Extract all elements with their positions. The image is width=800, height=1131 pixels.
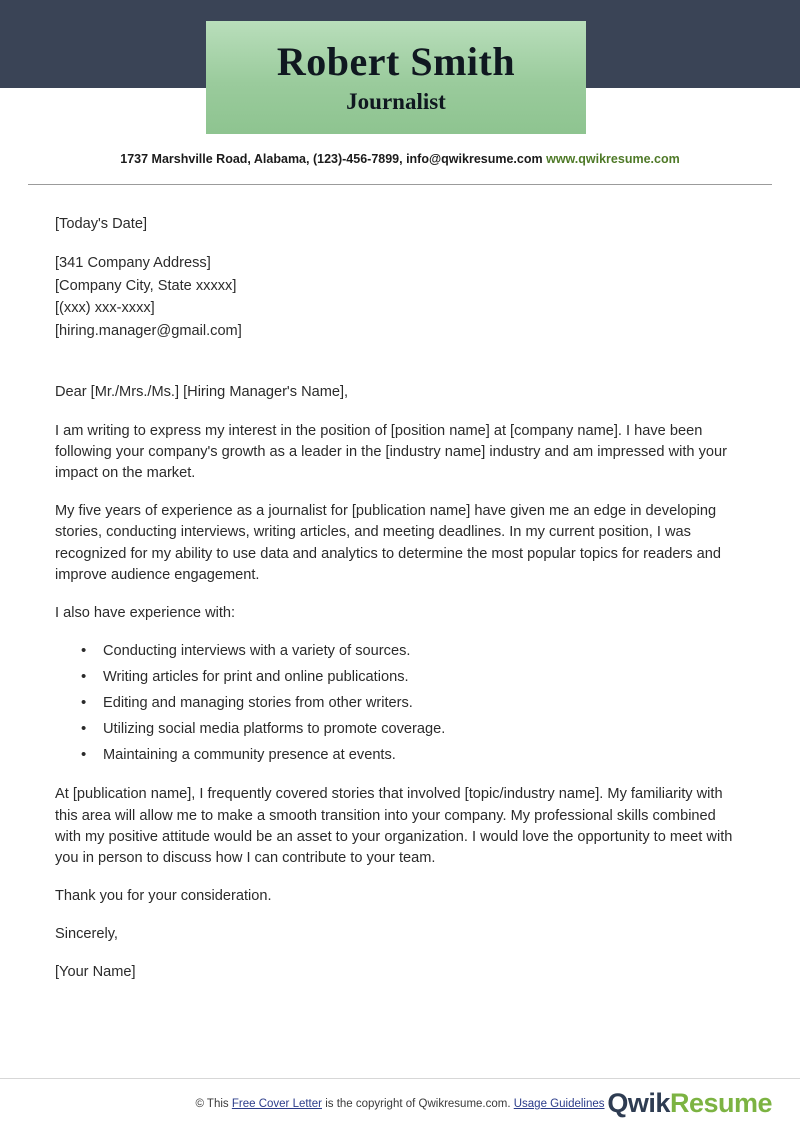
free-cover-letter-link[interactable]: Free Cover Letter	[231, 1098, 322, 1110]
footer-divider	[0, 1078, 800, 1079]
name-title-box	[206, 21, 586, 134]
recipient-address-line: [(xxx) xxx-xxxx]	[55, 300, 155, 317]
header-divider	[28, 184, 772, 185]
logo-text-resume: Resume	[669, 1088, 772, 1118]
signature-name: [Your Name]	[55, 964, 136, 981]
list-item: • Editing and managing stories from other writers.	[103, 693, 745, 715]
paragraph-3: At [publication name], I frequently covered stories that involved [topic/industry name]. My familiarity with this area will allow me to make a smooth transition into your company. My professional skills combined with my positive attitude would be an asset to your organization. I would love the opportunity to meet with you in person to discuss how I can contribute to your team.	[55, 786, 733, 866]
website-link[interactable]: www.qwikresume.com	[546, 152, 680, 166]
recipient-address-line: [hiring.manager@gmail.com]	[55, 322, 242, 339]
candidate-job-title: Journalist	[346, 88, 446, 114]
qwikresume-logo[interactable]	[607, 1088, 772, 1119]
letter-body	[55, 214, 745, 984]
contact-line	[0, 152, 800, 166]
list-item: • Writing articles for print and online publications.	[103, 667, 745, 689]
paragraph-2: My five years of experience as a journalist for [publication name] have given me an edge in developing stories, conducting interviews, writing articles, and meeting deadlines. In my current position, I was recognized for my ability to use data and analytics to determine the most popular topics for readers and improve audience engagement.	[55, 503, 721, 583]
closing-line: Sincerely,	[55, 926, 118, 943]
contact-details: 1737 Marshville Road, Alabama, (123)-456-7899, info@qwikresume.com	[120, 152, 543, 166]
list-item: • Conducting interviews with a variety of sources.	[103, 641, 745, 663]
recipient-address-line: [341 Company Address]	[55, 255, 211, 272]
paragraph-1: I am writing to express my interest in the position of [position name] at [company name]. I have been following your company's growth as a leader in the [industry name] industry and am impressed with your impact on the market.	[55, 422, 727, 482]
thanks-line: Thank you for your consideration.	[55, 888, 272, 905]
logo-text-qwik: Qwik	[607, 1088, 670, 1118]
recipient-address-line: [Company City, State xxxxx]	[55, 277, 237, 294]
skills-intro: I also have experience with:	[55, 604, 236, 621]
spacer	[55, 360, 745, 382]
salutation: Dear [Mr./Mrs./Ms.] [Hiring Manager's Name],	[55, 383, 349, 400]
list-item: • Utilizing social media platforms to promote coverage.	[103, 719, 745, 741]
letter-date: [Today's Date]	[55, 216, 148, 232]
footer-prefix: © This	[195, 1098, 229, 1110]
recipient-address	[55, 252, 745, 342]
skills-list	[55, 641, 745, 766]
list-item: • Maintaining a community presence at events.	[103, 745, 745, 767]
footer-middle: is the copyright of Qwikresume.com.	[325, 1098, 511, 1110]
candidate-name: Robert Smith	[276, 38, 516, 84]
usage-guidelines-link[interactable]: Usage Guidelines	[513, 1098, 605, 1110]
